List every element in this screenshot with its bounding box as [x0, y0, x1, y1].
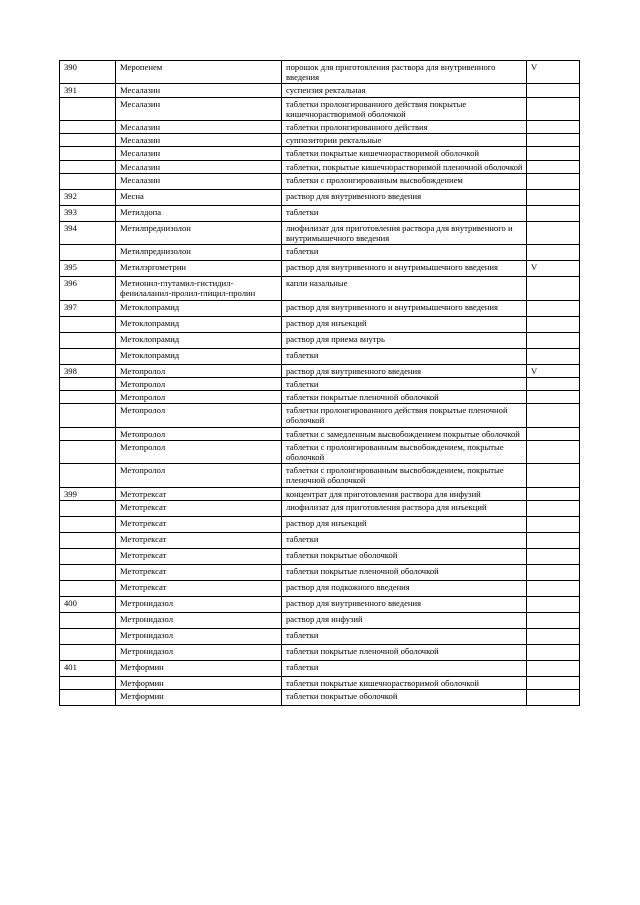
row-number-cell — [60, 532, 116, 548]
table-body — [60, 61, 580, 706]
vital-mark-cell — [527, 596, 580, 612]
vital-mark-cell — [527, 277, 580, 300]
drug-name-cell: Метопролол — [116, 391, 282, 404]
drug-name-cell: Месалазин — [116, 84, 282, 97]
vital-mark-cell — [527, 532, 580, 548]
drug-name-cell: Метоклопрамид — [116, 300, 282, 316]
drug-name-cell: Месалазин — [116, 173, 282, 189]
table-row — [60, 660, 580, 676]
dosage-form-cell: таблетки — [282, 245, 527, 261]
drug-name-cell: Метотрексат — [116, 564, 282, 580]
table-row — [60, 500, 580, 516]
table-row — [60, 160, 580, 173]
vital-mark-cell — [527, 516, 580, 532]
table-row — [60, 261, 580, 277]
table-row — [60, 377, 580, 390]
drug-name-cell: Метилэргометрин — [116, 261, 282, 277]
dosage-form-cell: таблетки покрытые пленочной оболочкой — [282, 564, 527, 580]
drug-name-cell: Метопролол — [116, 427, 282, 440]
row-number-cell: 393 — [60, 205, 116, 221]
row-number-cell — [60, 612, 116, 628]
table-row — [60, 189, 580, 205]
dosage-form-cell: раствор для инфузий — [282, 612, 527, 628]
table-row — [60, 596, 580, 612]
drug-name-cell: Метотрексат — [116, 487, 282, 500]
row-number-cell: 395 — [60, 261, 116, 277]
vital-mark-cell — [527, 464, 580, 487]
dosage-form-cell: таблетки покрытые пленочной оболочкой — [282, 644, 527, 660]
row-number-cell — [60, 500, 116, 516]
row-number-cell — [60, 580, 116, 596]
table-row — [60, 516, 580, 532]
drug-name-cell: Метформин — [116, 676, 282, 689]
vital-mark-cell — [527, 644, 580, 660]
row-number-cell — [60, 440, 116, 463]
dosage-form-cell: концентрат для приготовления раствора для инфузий — [282, 487, 527, 500]
dosage-form-cell: раствор для внутривенного введения — [282, 189, 527, 205]
vital-mark-cell — [527, 628, 580, 644]
table-row — [60, 676, 580, 689]
vital-mark-cell — [527, 189, 580, 205]
dosage-form-cell: таблетки пролонгированного действия — [282, 121, 527, 134]
table-row — [60, 364, 580, 377]
drug-name-cell: Метотрексат — [116, 500, 282, 516]
drug-name-cell: Метронидазол — [116, 628, 282, 644]
dosage-form-cell: таблетки с пролонгированным высвобождением, покрытые оболочкой — [282, 440, 527, 463]
dosage-form-cell: раствор для внутривенного и внутримышечного введения — [282, 261, 527, 277]
drug-name-cell: Метоклопрамид — [116, 332, 282, 348]
table-row — [60, 690, 580, 706]
drug-name-cell: Метилпреднизолон — [116, 245, 282, 261]
vital-mark-cell — [527, 690, 580, 706]
dosage-form-cell: таблетки с пролонгированным высвобождением, покрытые пленочной оболочкой — [282, 464, 527, 487]
dosage-form-cell: раствор для подкожного введения — [282, 580, 527, 596]
row-number-cell — [60, 147, 116, 160]
table-row — [60, 147, 580, 160]
row-number-cell — [60, 391, 116, 404]
dosage-form-cell: суппозитории ректальные — [282, 134, 527, 147]
table-row — [60, 300, 580, 316]
dosage-form-cell: таблетки — [282, 532, 527, 548]
vital-mark-cell — [527, 160, 580, 173]
table-row — [60, 221, 580, 244]
dosage-form-cell: таблетки — [282, 660, 527, 676]
table-row — [60, 173, 580, 189]
vital-mark-cell — [527, 612, 580, 628]
drug-name-cell: Метронидазол — [116, 644, 282, 660]
drug-name-cell: Метронидазол — [116, 596, 282, 612]
row-number-cell — [60, 548, 116, 564]
row-number-cell — [60, 173, 116, 189]
row-number-cell — [60, 97, 116, 120]
drug-name-cell: Метотрексат — [116, 580, 282, 596]
vital-mark-cell — [527, 676, 580, 689]
drug-name-cell: Метопролол — [116, 377, 282, 390]
table-row — [60, 644, 580, 660]
row-number-cell — [60, 464, 116, 487]
drug-name-cell: Метопролол — [116, 464, 282, 487]
dosage-form-cell: раствор для внутривенного введения — [282, 596, 527, 612]
drug-name-cell: Метопролол — [116, 404, 282, 427]
table-row — [60, 487, 580, 500]
row-number-cell — [60, 316, 116, 332]
vital-mark-cell — [527, 440, 580, 463]
drug-name-cell: Месна — [116, 189, 282, 205]
vital-mark-cell — [527, 221, 580, 244]
drug-name-cell: Месалазин — [116, 147, 282, 160]
table-row — [60, 532, 580, 548]
vital-mark-cell — [527, 564, 580, 580]
vital-mark-cell — [527, 660, 580, 676]
table-row — [60, 205, 580, 221]
drug-name-cell: Метопролол — [116, 364, 282, 377]
vital-mark-cell — [527, 316, 580, 332]
table-row — [60, 404, 580, 427]
drug-name-cell: Метилпреднизолон — [116, 221, 282, 244]
vital-mark-cell — [527, 391, 580, 404]
dosage-form-cell: таблетки пролонгированного действия покрытые кишечнорастворимой оболочкой — [282, 97, 527, 120]
row-number-cell — [60, 377, 116, 390]
row-number-cell — [60, 121, 116, 134]
dosage-form-cell: таблетки покрытые кишечнорастворимой оболочкой — [282, 676, 527, 689]
drug-name-cell: Метоклопрамид — [116, 348, 282, 364]
table-row — [60, 391, 580, 404]
table-row — [60, 612, 580, 628]
drug-name-cell: Метотрексат — [116, 548, 282, 564]
drug-name-cell: Месалазин — [116, 134, 282, 147]
table-row — [60, 61, 580, 84]
row-number-cell — [60, 332, 116, 348]
drug-name-cell: Месалазин — [116, 121, 282, 134]
dosage-form-cell: суспензия ректальная — [282, 84, 527, 97]
vital-mark-cell — [527, 97, 580, 120]
vital-mark-cell — [527, 377, 580, 390]
row-number-cell: 398 — [60, 364, 116, 377]
row-number-cell — [60, 644, 116, 660]
dosage-form-cell: таблетки — [282, 377, 527, 390]
row-number-cell — [60, 690, 116, 706]
table-row — [60, 464, 580, 487]
row-number-cell — [60, 427, 116, 440]
drug-name-cell: Метформин — [116, 690, 282, 706]
drug-name-cell: Месалазин — [116, 160, 282, 173]
vital-mark-cell: V — [527, 261, 580, 277]
row-number-cell — [60, 134, 116, 147]
row-number-cell — [60, 348, 116, 364]
dosage-form-cell: лиофилизат для приготовления раствора для инъекций — [282, 500, 527, 516]
row-number-cell — [60, 676, 116, 689]
table-row — [60, 628, 580, 644]
vital-mark-cell — [527, 487, 580, 500]
vital-mark-cell — [527, 427, 580, 440]
dosage-form-cell: таблетки покрытые оболочкой — [282, 690, 527, 706]
drug-name-cell: Метотрексат — [116, 532, 282, 548]
row-number-cell — [60, 564, 116, 580]
vital-mark-cell — [527, 580, 580, 596]
row-number-cell: 392 — [60, 189, 116, 205]
vital-mark-cell: V — [527, 61, 580, 84]
vital-mark-cell — [527, 348, 580, 364]
drug-list-table — [59, 60, 580, 706]
dosage-form-cell: таблетки — [282, 348, 527, 364]
dosage-form-cell: порошок для приготовления раствора для внутривенного введения — [282, 61, 527, 84]
drug-name-cell: Метронидазол — [116, 612, 282, 628]
row-number-cell — [60, 628, 116, 644]
row-number-cell: 397 — [60, 300, 116, 316]
table-row — [60, 316, 580, 332]
table-row — [60, 84, 580, 97]
drug-name-cell: Метопролол — [116, 440, 282, 463]
table-row — [60, 427, 580, 440]
row-number-cell — [60, 404, 116, 427]
dosage-form-cell: таблетки, покрытые кишечнорастворимой пленочной оболочкой — [282, 160, 527, 173]
vital-mark-cell — [527, 147, 580, 160]
vital-mark-cell — [527, 173, 580, 189]
vital-mark-cell — [527, 404, 580, 427]
dosage-form-cell: таблетки покрытые пленочной оболочкой — [282, 391, 527, 404]
vital-mark-cell — [527, 500, 580, 516]
vital-mark-cell: V — [527, 364, 580, 377]
drug-name-cell: Метоклопрамид — [116, 316, 282, 332]
dosage-form-cell: раствор для приема внутрь — [282, 332, 527, 348]
drug-name-cell: Метотрексат — [116, 516, 282, 532]
row-number-cell: 391 — [60, 84, 116, 97]
dosage-form-cell: капли назальные — [282, 277, 527, 300]
drug-name-cell: Месалазин — [116, 97, 282, 120]
dosage-form-cell: раствор для внутривенного введения — [282, 364, 527, 377]
row-number-cell: 400 — [60, 596, 116, 612]
vital-mark-cell — [527, 84, 580, 97]
dosage-form-cell: таблетки покрытые оболочкой — [282, 548, 527, 564]
vital-mark-cell — [527, 332, 580, 348]
table-row — [60, 121, 580, 134]
dosage-form-cell: раствор для инъекций — [282, 316, 527, 332]
row-number-cell: 394 — [60, 221, 116, 244]
drug-name-cell: Метионил-глутамил-гистидил-фенилаланил-пролил-глицил-пролин — [116, 277, 282, 300]
dosage-form-cell: раствор для инъекций — [282, 516, 527, 532]
table-row — [60, 580, 580, 596]
row-number-cell: 399 — [60, 487, 116, 500]
table-row — [60, 548, 580, 564]
table-row — [60, 348, 580, 364]
drug-name-cell: Метилдопа — [116, 205, 282, 221]
row-number-cell — [60, 160, 116, 173]
table-row — [60, 134, 580, 147]
dosage-form-cell: таблетки покрытые кишечнорастворимой оболочкой — [282, 147, 527, 160]
vital-mark-cell — [527, 245, 580, 261]
row-number-cell: 390 — [60, 61, 116, 84]
row-number-cell — [60, 516, 116, 532]
dosage-form-cell: таблетки с пролонгированным высвобождением — [282, 173, 527, 189]
table-row — [60, 277, 580, 300]
dosage-form-cell: таблетки пролонгированного действия покрытые пленочной оболочкой — [282, 404, 527, 427]
vital-mark-cell — [527, 548, 580, 564]
table-row — [60, 332, 580, 348]
vital-mark-cell — [527, 300, 580, 316]
vital-mark-cell — [527, 121, 580, 134]
dosage-form-cell: таблетки — [282, 628, 527, 644]
table-row — [60, 440, 580, 463]
drug-name-cell: Метформин — [116, 660, 282, 676]
row-number-cell — [60, 245, 116, 261]
dosage-form-cell: таблетки с замедленным высвобождением покрытые оболочкой — [282, 427, 527, 440]
table-row — [60, 245, 580, 261]
dosage-form-cell: раствор для внутривенного и внутримышечного введения — [282, 300, 527, 316]
dosage-form-cell: таблетки — [282, 205, 527, 221]
drug-name-cell: Меропенем — [116, 61, 282, 84]
table-row — [60, 97, 580, 120]
row-number-cell: 401 — [60, 660, 116, 676]
vital-mark-cell — [527, 205, 580, 221]
dosage-form-cell: лиофилизат для приготовления раствора для внутривенного и внутримышечного введения — [282, 221, 527, 244]
table-row — [60, 564, 580, 580]
row-number-cell: 396 — [60, 277, 116, 300]
vital-mark-cell — [527, 134, 580, 147]
